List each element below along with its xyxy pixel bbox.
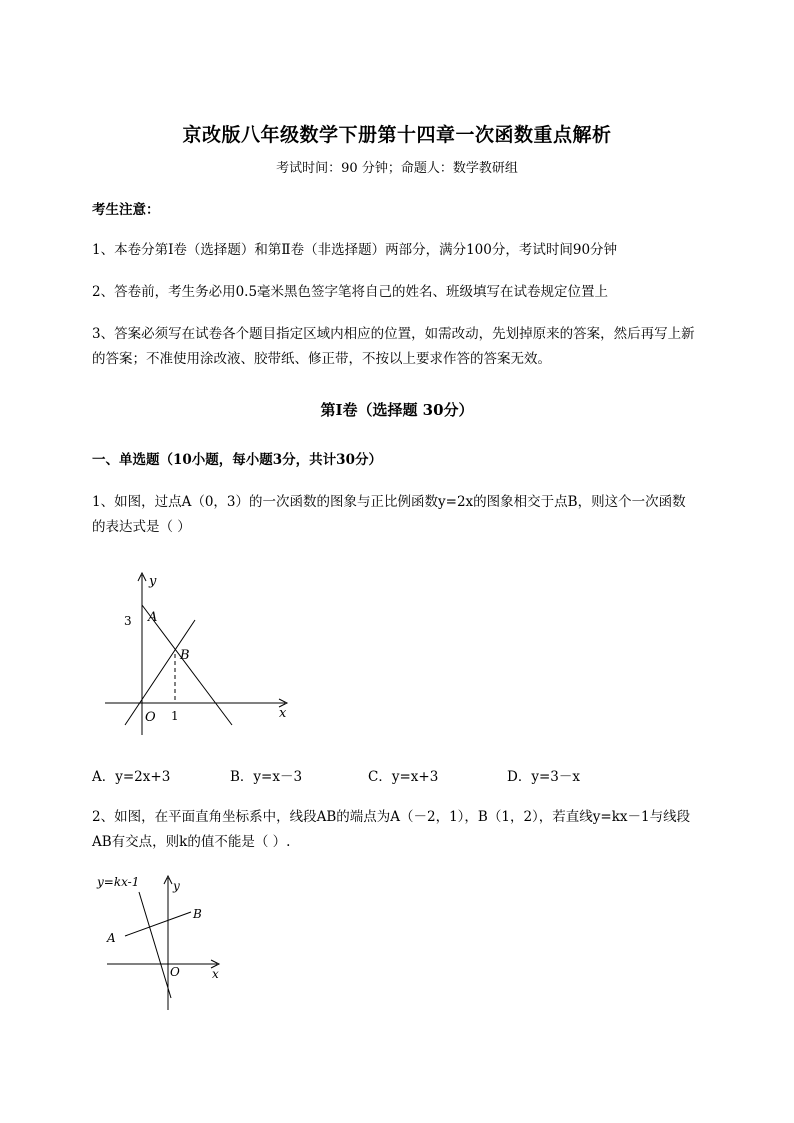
notice-heading: 考生注意： bbox=[92, 202, 160, 218]
option-d[interactable]: D．y=3－x bbox=[507, 769, 580, 785]
option-c[interactable]: C．y=x+3 bbox=[368, 769, 439, 785]
notice-item-3-cont: 的答案；不准使用涂改液、胶带纸、修正带，不按以上要求作答的答案无效。 bbox=[92, 351, 551, 367]
exam-info: 考试时间：90 分钟；命题人：数学教研组 bbox=[276, 161, 518, 176]
question-1-figure bbox=[95, 565, 305, 740]
line-y-2x bbox=[125, 620, 195, 725]
origin-label: O bbox=[170, 965, 180, 979]
line-y-kx-1 bbox=[139, 892, 171, 998]
x-axis-label: x bbox=[212, 967, 219, 981]
point-b-label: B bbox=[180, 648, 190, 663]
question-2-line-2: AB有交点，则k的值不能是（ ）. bbox=[92, 834, 291, 850]
question-2-figure bbox=[95, 870, 235, 1020]
origin-label: O bbox=[145, 710, 156, 725]
tick-label-3: 3 bbox=[124, 614, 132, 628]
page-title: 京改版八年级数学下册第十四章一次函数重点解析 bbox=[182, 124, 612, 146]
section-title: 第I卷（选择题 30分） bbox=[320, 401, 474, 419]
option-b[interactable]: B．y=x－3 bbox=[230, 769, 303, 785]
point-a-label: A bbox=[107, 931, 116, 945]
y-axis-label: y bbox=[173, 879, 180, 893]
notice-item-3: 3、答案必须写在试卷各个题目指定区域内相应的位置，如需改动，先划掉原来的答案，然后再写上新 bbox=[92, 326, 695, 342]
tick-label-1: 1 bbox=[171, 709, 179, 723]
y-axis-label: y bbox=[149, 574, 157, 589]
notice-item-1: 1、本卷分第I卷（选择题）和第Ⅱ卷（非选择题）两部分，满分100分，考试时间90分钟 bbox=[92, 242, 618, 258]
x-axis-label: x bbox=[279, 706, 287, 721]
line-label: y=kx-1 bbox=[97, 875, 140, 889]
notice-item-2: 2、答卷前，考生务必用0.5毫米黑色签字笔将自己的姓名、班级填写在试卷规定位置上 bbox=[92, 284, 609, 300]
part-heading: 一、单选题（10小题，每小题3分，共计30分） bbox=[92, 452, 382, 468]
question-2-line-1: 2、如图，在平面直角坐标系中，线段AB的端点为A（－2，1），B（1，2），若直线y=kx－1与线段 bbox=[92, 809, 691, 825]
question-1-line-2: 的表达式是（ ） bbox=[92, 519, 191, 535]
question-1-line-1: 1、如图，过点A（0，3）的一次函数的图象与正比例函数y=2x的图象相交于点B，则这个一次函数 bbox=[92, 494, 686, 510]
option-a[interactable]: A．y=2x+3 bbox=[92, 769, 171, 785]
point-a-label: A bbox=[148, 610, 158, 625]
point-b-label: B bbox=[193, 907, 202, 921]
segment-ab bbox=[125, 912, 191, 936]
